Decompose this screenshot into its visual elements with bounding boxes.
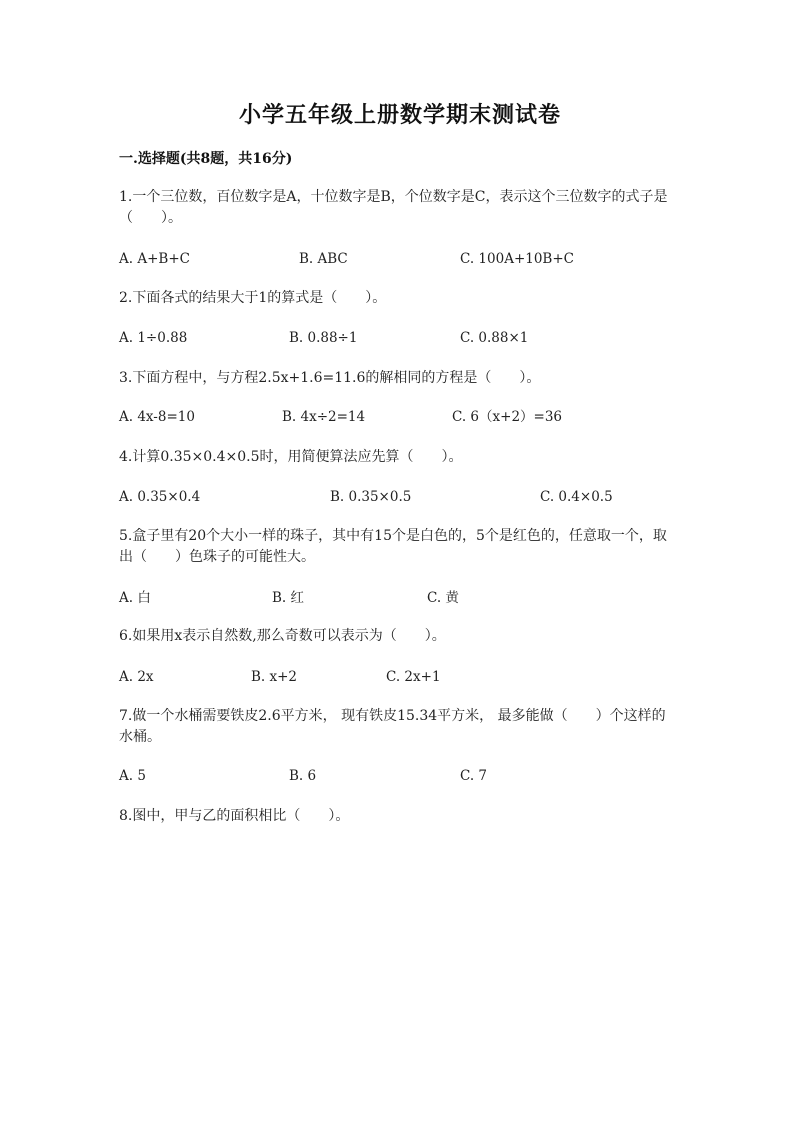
question-5-option-c[interactable]: C. 黄	[427, 590, 459, 606]
question-5-text: 5.盒子里有20个大小一样的珠子，其中有15个是白色的，5个是红色的，任意取一个，取出（ ）色珠子的可能性大。	[119, 528, 667, 565]
question-1-text: 1.一个三位数，百位数字是A，十位数字是B，个位数字是C，表示这个三位数字的式子是（ ）。	[119, 189, 668, 226]
question-7-option-c[interactable]: C. 7	[460, 768, 488, 784]
question-6-option-b[interactable]: B. x+2	[251, 669, 298, 685]
question-4-option-b[interactable]: B. 0.35×0.5	[330, 489, 412, 505]
question-2-option-c[interactable]: C. 0.88×1	[460, 330, 529, 346]
question-2-option-a[interactable]: A. 1÷0.88	[119, 330, 188, 346]
question-1-option-b[interactable]: B. ABC	[299, 251, 348, 267]
question-2-option-b[interactable]: B. 0.88÷1	[289, 330, 358, 346]
question-3-option-b[interactable]: B. 4x÷2=14	[282, 409, 366, 425]
question-4-option-c[interactable]: C. 0.4×0.5	[540, 489, 613, 505]
question-8-text: 8.图中，甲与乙的面积相比（ ）。	[119, 808, 350, 824]
question-4-text: 4.计算0.35×0.4×0.5时，用简便算法应先算（ ）。	[119, 449, 463, 465]
page-title: 小学五年级上册数学期末测试卷	[238, 102, 561, 128]
question-3-text: 3.下面方程中，与方程2.5x+1.6=11.6的解相同的方程是（ ）。	[119, 370, 541, 386]
question-6-option-a[interactable]: A. 2x	[119, 669, 154, 685]
question-5-option-a[interactable]: A. 白	[119, 590, 151, 606]
section-heading: 一.选择题(共8题，共16分)	[119, 151, 293, 167]
question-7-option-b[interactable]: B. 6	[289, 768, 317, 784]
question-7-text: 7.做一个水桶需要铁皮2.6平方米， 现有铁皮15.34平方米， 最多能做（ ）个这样的水桶。	[119, 708, 666, 745]
question-5-option-b[interactable]: B. 红	[272, 590, 305, 606]
question-6-option-c[interactable]: C. 2x+1	[386, 669, 441, 685]
question-3-option-a[interactable]: A. 4x-8=10	[119, 409, 195, 425]
question-1-option-a[interactable]: A. A+B+C	[119, 251, 190, 267]
question-3-option-c[interactable]: C. 6（x+2）=36	[452, 409, 563, 425]
question-2-text: 2.下面各式的结果大于1的算式是（ ）。	[119, 290, 387, 306]
question-1-option-c[interactable]: C. 100A+10B+C	[460, 251, 574, 267]
question-6-text: 6.如果用x表示自然数,那么奇数可以表示为（ ）。	[119, 628, 446, 644]
question-4-option-a[interactable]: A. 0.35×0.4	[119, 489, 201, 505]
question-7-option-a[interactable]: A. 5	[119, 768, 146, 784]
